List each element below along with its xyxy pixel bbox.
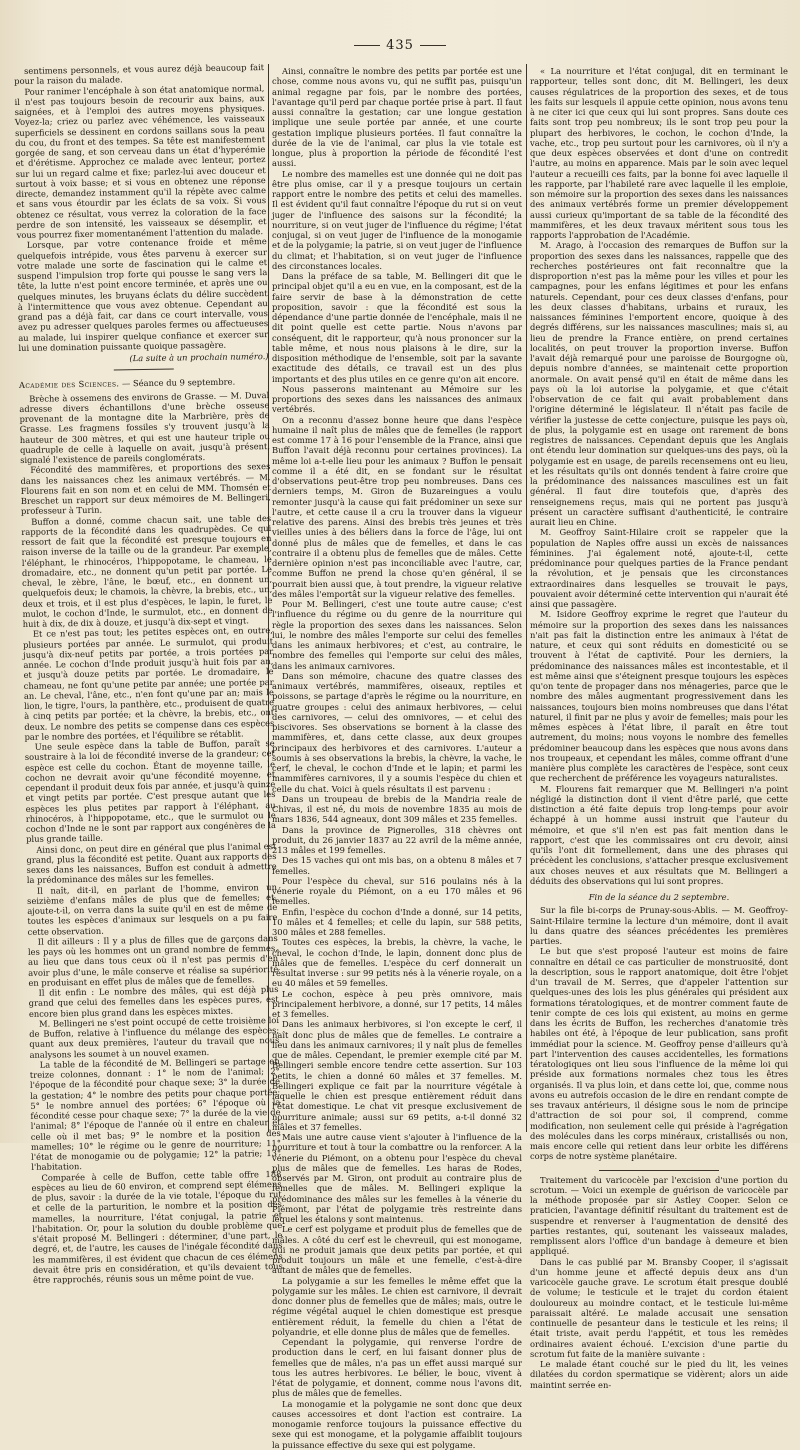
column-3 (530, 66, 788, 1390)
page-number-text: 435 (386, 38, 414, 53)
paragraph: Des 15 vaches qui ont mis bas, on a obtenu 8 mâles et 7 femelles. (272, 855, 522, 876)
paragraph: Fécondité des mammifères, et proportions des sexes dans les naissances chez les animaux vertébrés. — M. Flourens fait en son nom et en celui de MM. Thomsén et Breschet un rapport sur deux mémoires de M. Bellingeri, professeur à Turin. (20, 461, 271, 517)
paragraph: M. Geoffroy Saint-Hilaire croit se rappeler que la population de Naples offre aussi un excès de naissances féminines. J'ai également noté, ajoute-t-il, cette prédominance pour quelques parties de la France pendant la révolution, et je pensais que les circonstances extraordinaires dans lesquelles se trouvait le pays, pouvaient avoir déterminé cette intervention qui n'aurait été ainsi que passagère. (530, 527, 788, 609)
paragraph: Toutes ces espèces, la brebis, la chèvre, la vache, le cheval, le cochon d'Inde, le lapin, donnent donc plus de mâles que de femelles. L'espèce du cerf donnerait un résultat inverse : sur 99 petits nés à la vénerie royale, on a eu 40 mâles et 59 femelles. (272, 937, 522, 989)
section-heading-date: — Séance du 9 septembre. (121, 376, 236, 389)
column-2 (272, 66, 522, 1450)
paragraph: Dans un troupeau de brebis de la Mandria reale de Chivas, il est né, du mois de novembre 1835 au mois de mars 1836, 544 agneaux, dont 309 mâles et 235 femelles. (272, 793, 522, 825)
section-heading-title: Académie des Sciences. (18, 378, 120, 391)
section-heading (19, 376, 269, 390)
paragraph: Le nombre des mamelles est une donnée qui ne doit pas être plus omise, car il y a presque toujours un certain rapport entre le nombre des petits et celui des mamelles. Il est évident qu'il faut connaître l'époque du rut si on veut juger de l'influence des saisons sur la fécondité; la nourriture, si on veut juger de l'influence du régime; l'état conjugal, si on veut juger de l'influence de la monogamie et de la polygamie; la patrie, si on veut juger de l'influence du climat; et l'habitation, si on veut juger de l'influence des circonstances locales. (272, 168, 522, 271)
paragraph: Ainsi donc, on peut dire en général que plus l'animal est grand, plus la fécondité est petite. Quant aux rapports des sexes dans les naissances, Buffon est conduit à admettre la prédominance des mâles sur les femelles. (26, 840, 277, 886)
paragraph: Mais une autre cause vient s'ajouter à l'influence de la nourriture et tout à tour la combattre ou la renforcer. A la vénerie du Piémont, on a obtenu pour l'espèce du cheval plus de mâles que de femelles. Les haras de Rodes, observés par M. Giron, ont produit au contraire plus de femelles que de mâles. M. Bellingeri explique la prédominance des mâles sur les femelles à la vénerie du Piémont, par l'état de polygamie très restreinte dans lequel les étalons y sont maintenus. (272, 1132, 522, 1224)
paragraph: La table de la fécondité de M. Bellingeri se partage en treize colonnes, donnant : 1° le nom de l'animal; 2° l'époque de la fécondité pour chaque sexe; 3° la durée de la gestation; 4° le nombre des petits pour chaque portée; 5° le nombre annuel des portées; 6° l'époque où la fécondité cesse pour chaque sexe; 7° la durée de la vie de l'animal; 8° l'époque de l'année où il entre en chaleur et celle où il met bas; 9° le nombre et la position des mamelles; 10° le régime ou le genre de nourriture; 11° l'état de monogamie ou de polygamie; 12° la patrie; 13° l'habitation. (29, 1055, 282, 1173)
session-end-heading: Fin de la séance du 2 septembre. (588, 892, 730, 902)
paragraph: Nous passerons maintenant au Mémoire sur les proportions des sexes dans les naissances des animaux vertébrés. (272, 383, 522, 415)
paragraph: Une seule espèce dans la table de Buffon, paraît se soustraire à la loi de fécondité inverse de la grandeur; cet espèce est celle du cochon. Étant de moyenne taille, le cochon ne devrait avoir qu'une fécondité moyenne, et cependant il produit deux fois par année, et jusqu'à quinze et vingt petits par portée. C'est presque autant que les espèces les plus petites par rapport à l'éléphant, au rhinocéros, à l'hippopotame, etc., que le surmulot ou le cochon d'Inde ne le sont par rapport aux congénères de la plus grande taille. (24, 737, 277, 845)
paragraph: Et ce n'est pas tout; les petites espèces ont, en outre, plusieurs portées par année. Le surmulot, qui produit jusqu'à dix-neuf petits par portée, a trois portées par année. Le cochon d'Inde produit jusqu'à huit fois par an, et jusqu'à douze petits par portée. Le dromadaire, le chameau, ne font qu'une petite par année; une portée par an. Le cheval, l'âne, etc., n'en font qu'une par an; mais le lion, le tigre, l'ours, la panthère, etc., produisent de quatre à cinq petits par portée; et la chèvre, la brebis, etc., ont deux. Le nombre des petits se compense dans ces espèces par le nombre des portées, et l'équilibre se rétablit. (23, 625, 275, 742)
page-number-rule-right (420, 45, 446, 46)
paragraph: Dans la préface de sa table, M. Bellingeri dit que le principal objet qu'il a eu en vue, en la composant, est de la faire servir de base à la démonstration de cette proposition, savoir : que la fécondité est sous la dépendance d'une partie donnée de l'encéphale, mais il ne dit point quelle est cette partie. Nous n'avons par conséquent, dit le rapporteur, qu'à nous prononcer sur la table même, et nous nous plaisons à le dire, sur la disposition méthodique de l'ensemble, soit par la savante exactitude des détails, ce travail est un des plus importants et des plus utiles en ce genre qu'on ait encore. (272, 271, 522, 384)
paragraph: Il dit enfin : Le nombre des mâles, qui est déjà plus grand que celui des femelles dans les espèces pures, est encore bien plus grand dans les espèces mixtes. (28, 983, 279, 1019)
paragraph: Dans les animaux herbivores, si l'on excepte le cerf, il naît donc plus de mâles que de femelles. Le contraire a lieu dans les animaux carnivores; il y naît plus de femelles que de mâles. Cependant, le premier exemple cité par M. Bellingeri semble encore tendre cette assertion. Sur 103 petits, le chien a donné 60 mâles et 37 femelles. M. Bellingeri explique ce fait par la nourriture végétale à laquelle le chien est presque entièrement réduit dans l'état domestique. Le chat vit presque exclusivement de nourriture animale; aussi sur 69 petits, a-t-il donné 32 mâles et 37 femelles. (272, 1019, 522, 1132)
paragraph: Ainsi, connaître le nombre des petits par portée est une chose, comme nous avons vu, qui ne suffit pas, puisqu'un animal regagne par fois, par le nombre des portées, l'avantage qu'il perd par chaque portée prise à part. Il faut aussi connaître la gestation; car une longue gestation implique une seule portée par année, et une courte gestation implique plusieurs portées. Il faut connaître la durée de la vie de l'animal, car plus la vie totale est longue, plus à proportion la période de fécondité l'est aussi. (272, 66, 522, 169)
paragraph: M. Arago, à l'occasion des remarques de Buffon sur la proportion des sexes dans les naissances, rappelle que des recherches postérieures ont fait reconnaître que la disproportion n'est pas la même pour les villes et pour les campagnes, pour les enfans légitimes et pour les enfans naturels. Cependant, pour ces deux classes d'enfans, pour les deux classes d'habitans, urbains et ruraux, les naissances féminines l'emportent encore, quoique à des degrés différens, sur les naissances masculines; mais si, au lieu de prendre la France entière, on prend certaines localités, on peut trouver la proportion inverse. Buffon l'avait déjà remarqué pour une paroisse de Bourgogne où, depuis nombre d'années, se maintenait cette proportion anormale. On avait pensé qu'il en était de même dans les pays où la loi autorise la polygamie, et que c'était l'observation de ce fait qui avait probablement dans l'origine déterminé le législateur. Il n'était pas facile de vérifier la justesse de cette conjecture, puisque les pays où, de plus, la polygamie est en usage ont rarement de bons registres de naissances. Cependant depuis que les Anglais ont étendu leur domination sur quelques-uns des pays, où la polygamie est en usage, de pareils recensemens ont eu lieu, et les résultats qu'ils ont donnés tendent à faire croire que la prédominance des naissances masculines est un fait général. Il faut dire toutefois que, d'après des renseignemens reçus, mais qui ne portent pas jusqu'à présent un caractère suffisant d'authenticité, le contraire aurait lieu en Chine. (530, 240, 788, 527)
paragraph: Comparée à celle de Buffon, cette table offre 188 espèces au lieu de 60 environ, et comprend sept élémens de plus, savoir : la durée de la vie totale, l'époque du rut et celle de la parturition, le nombre et la position des mamelles, la nourriture, l'état conjugal, la patrie et l'habitation. Or, pour la solution du double problème que s'était proposé M. Bellingeri : déterminer, d'une part, le degré, et, de l'autre, les causes de l'inégale fécondité dans les mammifères, il est évident que chacun de ces élémens devait être pris en considération, et qu'ils devaient tous être rapprochés, réunis sous un même point de vue. (31, 1168, 283, 1285)
paragraph: Le malade étant couché sur le pied du lit, les veines dilatées du cordon spermatique se vidèrent; alors un aide maintint serrée en- (530, 1359, 788, 1390)
separator-rule (599, 1170, 719, 1171)
page-number-rule-left (354, 45, 380, 46)
to-be-continued-note: (La suite à un prochain numéro.) (129, 351, 269, 364)
separator-rule (114, 369, 174, 371)
paragraph: Buffon a donné, comme chacun sait, une table des rapports de la fécondité dans les quadrupèdes. Ce qui ressort de fait que la fécondité est presque toujours en raison inverse de la taille ou de la grandeur. Par exemple, l'éléphant, le rhinocéros, l'hippopotame, le chameau, le dromadaire, etc., ne donnent qu'un petit par portée. Le cheval, le zèbre, l'âne, le bœuf, etc., en donnent un, quelquefois deux; le chamois, la chèvre, la brebis, etc., un, deux et trois, et il est plus d'espèces, le lapin, le furet, le mulot, le cochon d'Inde, le surmulot, etc., en donnent de huit à dix, de dix à douze, et jusqu'à dix-sept et vingt. (21, 512, 273, 629)
paragraph: On a reconnu d'assez bonne heure que dans l'espèce humaine il naît plus de mâles que de femelles (le rapport est comme 17 à 16 pour l'ensemble de la France, ainsi que Buffon l'avait déjà reconnu pour certaines provinces). La même loi a-t-elle lieu pour les animaux ? Buffon le pensait comme il a été dit, en se fondant sur le résultat d'observations peut-être trop peu nombreuses. Dans ces derniers temps, M. Giron de Buzareingues a voulu remonter jusqu'à la cause qui fait prédominer un sexe sur l'autre, et cette cause il a cru la trouver dans la vigueur relative des parens. Ainsi des brebis très jeunes et très vieilles unies à des béliers dans la force de l'âge, lui ont donné plus de mâles que de femelles, et dans le cas contraire il a obtenu plus de femelles que de mâles. Cette dernière opinion n'est pas inconciliable avec l'autre, car, comme Buffon ne prend la chose qu'en général, il se pourrait bien aussi que, à tout prendre, la vigueur relative des mâles l'emportât sur la vigueur relative des femelles. (272, 414, 522, 599)
paragraph: M. Bellingeri ne s'est point occupé de cette troisième loi de Buffon, relative à l'influence du mélange des espèces; quant aux deux premières, l'auteur du travail que nous analysons les soumet à un nouvel examen. (29, 1014, 280, 1060)
page-number (0, 38, 800, 53)
paragraph: Le but que s'est proposé l'auteur est moins de faire connaître en détail ce cas particulier de monstruosité, dont la description, sous le rapport anatomique, doit être l'objet d'un travail de M. Serres, que d'appeler l'attention sur quelques-unes des lois les plus générales qui président aux formations tératologiques, et de montrer comment faute de tenir compte de ces lois qui existent, au moins en germe dans les écrits de Buffon, les recherches d'anatomie très habiles ont été, à l'époque de leur publication, sans profit immédiat pour la science. M. Geoffroy pense d'ailleurs qu'à part l'intervention des causes accidentelles, les formations tératologiques ont lieu sous l'influence de la même loi qui préside aux formations normales chez tous les êtres organisés. Il va plus loin, et dans cette loi, que, comme nous avons eu autrefois occasion de le dire en rendant compte de ses travaux antérieurs, il désigne sous le nom de principe d'attraction de soi pour soi, il comprend, comme modification, non seulement celle qui préside à l'agrégation des molécules dans les corps minéraux, cristallisés ou non, mais encore celle qui retient dans leur orbite les différens corps de notre système planétaire. (530, 946, 788, 1162)
paragraph: Pour l'espèce du cheval, sur 516 poulains nés à la vénerie royale du Piémont, on a eu 170 mâles et 96 femelles. (272, 875, 522, 907)
paragraph: Brèche à ossemens des environs de Grasse. — M. Duval adresse divers échantillons d'une brèche osseuse provenant de la montagne dite la Marbrière, près de Grasse. Les fragmens fossiles s'y trouvent jusqu'à la hauteur de 300 mètres, et qui est une hauteur triple ou quadruple de celle à laquelle on avait, jusqu'à présent, signalé l'existence de pareils conglomérats. (19, 389, 271, 465)
paragraph: sentimens personnels, et vous aurez déjà beaucoup fait pour la raison du malade. (14, 62, 265, 87)
paragraph: Il naît, dit-il, en parlant de l'homme, environ un seizième d'enfans mâles de plus que de femelles; et, ajoute-t-il, on verra dans la suite qu'il en est de même de toutes les espèces d'animaux sur lesquels on a pu faire cette observation. (27, 881, 278, 937)
paragraph: Le cerf est polygame et produit plus de femelles que de mâles. A côté du cerf est le chevreuil, qui est monogame, qui ne produit jamais que deux petits par portée, et qui produit toujours un mâle et une femelle, c'est-à-dire autant de mâles que de femelles. (272, 1224, 522, 1276)
paragraph: Traitement du varicocèle par l'excision d'une portion du scrotum. — Voici un exemple de guérison de varicocèle par la méthode proposée par sir Astley Cooper. Selon ce praticien, l'avantage définitif résultant du traitement est de suspendre et renverser à l'augmentation de densité des parties restantes, qui, soutenant les vaisseaux malades, remplissent alors l'office d'un bandage à demeure et bien appliqué. (530, 1174, 788, 1257)
paragraph: Lorsque, par votre contenance froide et même quelquefois intrépide, vous êtes parvenu à exercer sur votre malade une sorte de fascination qui le calme et suspend l'impulsion trop forte qui pousse le sang vers la tête, la lutte n'est point encore terminée, et après une ou quelques minutes, les bruyans éclats du délire succèdent à l'intermittence que vous avez obtenue. Cependant au grand pas a déjà fait, car dans ce court intervalle, vous avez pu adresser quelques paroles fermes ou affectueuses au malade, lui inspirer quelque confiance et exercer sur lui une domination puissante quoique passagère. (16, 236, 269, 353)
paragraph: Pour ranimer l'encéphale à son état anatomique normal, il n'est pas toujours besoin de recourir aux bains, aux saignées, et à l'emploi des autres moyens physiques. Voyez-la; criez ou parlez avec véhémence, les vaisseaux superficiels se dessinent en cordons saillans sous la peau du cou, du front et des tempes. Sa tête est manifestement gorgée de sang, et son cerveau dans un état d'hyperémie et d'érétisme. Approchez ce malade avec lenteur, portez sur lui un regard calme et fixe; parlez-lui avec douceur et surtout à voix basse; et si vous en obtenez une réponse directe, demandez instamment qu'il la répète avec calme et sans vous étourdir par les éclats de sa voix. Si vous obtenez ce résultat, vous verrez la coloration de la face perdre de son intensité, les vaisseaux se désemplir, et vous pourrez fixer momentanément l'attention du malade. (14, 82, 267, 240)
paragraph: M. Isidore Geoffroy exprime le regret que l'auteur du mémoire sur la proportion des sexes dans les naissances n'ait pas fait la distinction entre les animaux à l'état de nature, et ceux qui sont réduits en domesticité ou se trouvent à l'état de captivité. Pour les derniers, la prédominance des naissances mâles est incontestable, et il est même ainsi que s'éteignent presque toujours les espèces qu'on tente de propager dans nos ménageries, parce que le nombre des mâles augmentant progressivement dans les naissances, toujours bien moins nombreuses que dans l'état naturel, il finit par ne plus y avoir de femelles; mais pour les mêmes espèces à l'état libre, il paraît en être tout autrement, du moins; nous voyons le nombre des femelles prédominer beaucoup dans les espèces que nous avons dans nos troupeaux, et cependant les mâles, comme offrant d'une manière plus complète les caractères de l'espèce, sont ceux que recherchent de préférence les voyageurs naturalistes. (530, 609, 788, 784)
paragraph: Sur la file bi-corps de Prunay-sous-Ablis. — M. Geoffroy-Saint-Hilaire termine la lecture d'un mémoire, dont il avait lu dans quatre des séances précédentes les premières parties. (530, 905, 788, 946)
paragraph: Enfin, l'espèce du cochon d'Inde a donné, sur 14 petits, 10 mâles et 4 femelles; et celle du lapin, sur 588 petits, 300 mâles et 288 femelles. (272, 906, 522, 937)
paragraph: La monogamie et la polygamie ne sont donc que deux causes accessoires et dont l'action est contraire. La monogamie renforce toujours la puissance effective du sexe qui est monogame, et la polygamie affaiblit toujours la puissance effective du sexe qui est polygame. (272, 1398, 522, 1450)
paragraph: Pour M. Bellingeri, c'est une toute autre cause; c'est l'influence du régime ou du genre de la nourriture qui règle la proportion des sexes dans les naissances. Selon lui, le nombre des mâles l'emporte sur celui des femelles dans les animaux herbivores; et c'est, au contraire, le nombre des femelles qui l'emporte sur celui des mâles, dans les animaux carnivores. (272, 599, 522, 671)
paragraph: Dans le cas publié par M. Bransby Cooper, il s'agissait d'un homme jeune et affecté depuis deux ans d'un varicocèle gauche grave. Le scrotum était presque doublé de volume; le testicule et le trajet du cordon étaient douloureux au moindre contact, et le testicule lui-même paraissait altéré. Le malade accusait une sensation continuelle de pesanteur dans le testicule et les reins; il était triste, avait perdu l'appétit, et tous les remèdes ordinaires avaient échoué. L'excision d'une partie du scrotum fut faite de la manière suivante : (530, 1256, 788, 1359)
paragraph: Cependant la polygamie, qui renverse l'ordre de production dans le cerf, en lui faisant donner plus de femelles que de mâles, n'a pas un effet aussi marqué sur tous les autres herbivores. Le bélier, le bouc, vivent à l'état de polygamie, et donnent, comme nous l'avons dit, plus de mâles que de femelles. (272, 1337, 522, 1399)
paragraph: La polygamie a sur les femelles le même effet que la polygamie sur les mâles. Le chien est carnivore, il devrait donc donner plus de femelles que de mâles; mais, outre le régime végétal auquel le chien domestique est presque entièrement réduit, la femelle du chien a l'état de polyandrie, et elle donne plus de mâles que de femelles. (272, 1275, 522, 1337)
paragraph: Dans son mémoire, chacune des quatre classes des animaux vertébrés, mammifères, oiseaux, reptiles et poissons, se partage d'après le régime ou la nourriture, en quatre groupes : celui des animaux herbivores, — celui des carnivores, — celui des omnivores, — et celui des piscivores. Ses observations se bornent à la classe des mammifères, et, dans cette classe, aux deux groupes principaux des herbivores et des carnivores. L'auteur a soumis à ses observations la brebis, la chèvre, la vache, le cerf, le cheval, le cochon d'Inde et le lapin; et parmi les mammifères carnivores, il y a soumis l'espèce du chien et celle du chat. Voici à quels résultats il est parvenu : (272, 670, 522, 794)
column-1 (14, 62, 283, 1285)
paragraph: Le cochon, espèce à peu près omnivore, mais principalement herbivore, a donné, sur 17 petits, 14 mâles et 3 femelles. (272, 988, 522, 1019)
column-divider (526, 64, 527, 1132)
paragraph: M. Flourens fait remarquer que M. Bellingeri n'a point négligé la distinction dont il vient d'être parlé, que cette distinction a été faite depuis trop long-temps pour avoir échappé à un homme aussi instruit que l'auteur du mémoire, et que s'il n'en est pas fait mention dans le rapport, c'est que les commissaires ont cru devoir, ainsi qu'ils l'ont dit formellement, dans une des phrases qui précèdent les conclusions, s'attacher presque exclusivement aux choses neuves et aux résultats que M. Bellingeri a déduits des observations qui lui sont propres. (530, 783, 788, 886)
paragraph: « La nourriture et l'état conjugal, dit en terminant le rapporteur, telles sont donc, dit M. Bellingeri, les deux causes régulatrices de la proportion des sexes, et de tous les faits sur lesquels il appuie cette opinion, nous avons tenu à ne citer ici que ceux qui lui sont propres. Sans doute ces faits sont trop peu nombreux; ils le sont trop peu pour la plupart des herbivores, le cochon, le cochon d'Inde, la vache, etc., trop peu surtout pour les carnivores, où il n'y a que deux espèces observées et dont d'une on contredit l'autre, au moins en apparence. Mais par le soin avec lequel l'auteur a recueilli ces faits, par la bonne foi avec laquelle il les rapporte, par l'habileté rare avec laquelle il les emploie, son mémoire sur la proportion des sexes dans les naissances des animaux vertébrés forme un premier développement aussi curieux qu'important de sa table de la fécondité des mammifères, et les deux travaux méritent sous tous les rapports l'approbation de l'Académie. (530, 66, 788, 240)
paragraph: Dans la province de Pignerolles, 318 chèvres ont produit, du 26 janvier 1837 au 22 avril de la même année, 213 mâles et 199 femelles. (272, 824, 522, 855)
paragraph: Il dit ailleurs : Il y a plus de filles que de garçons dans les pays où les hommes ont un grand nombre de femmes, au lieu que dans tous ceux où il n'est pas permis d'en avoir plus d'une, le mâle conserve et réalise sa supériorité en produisant en effet plus de mâles que de femelles. (27, 932, 279, 988)
